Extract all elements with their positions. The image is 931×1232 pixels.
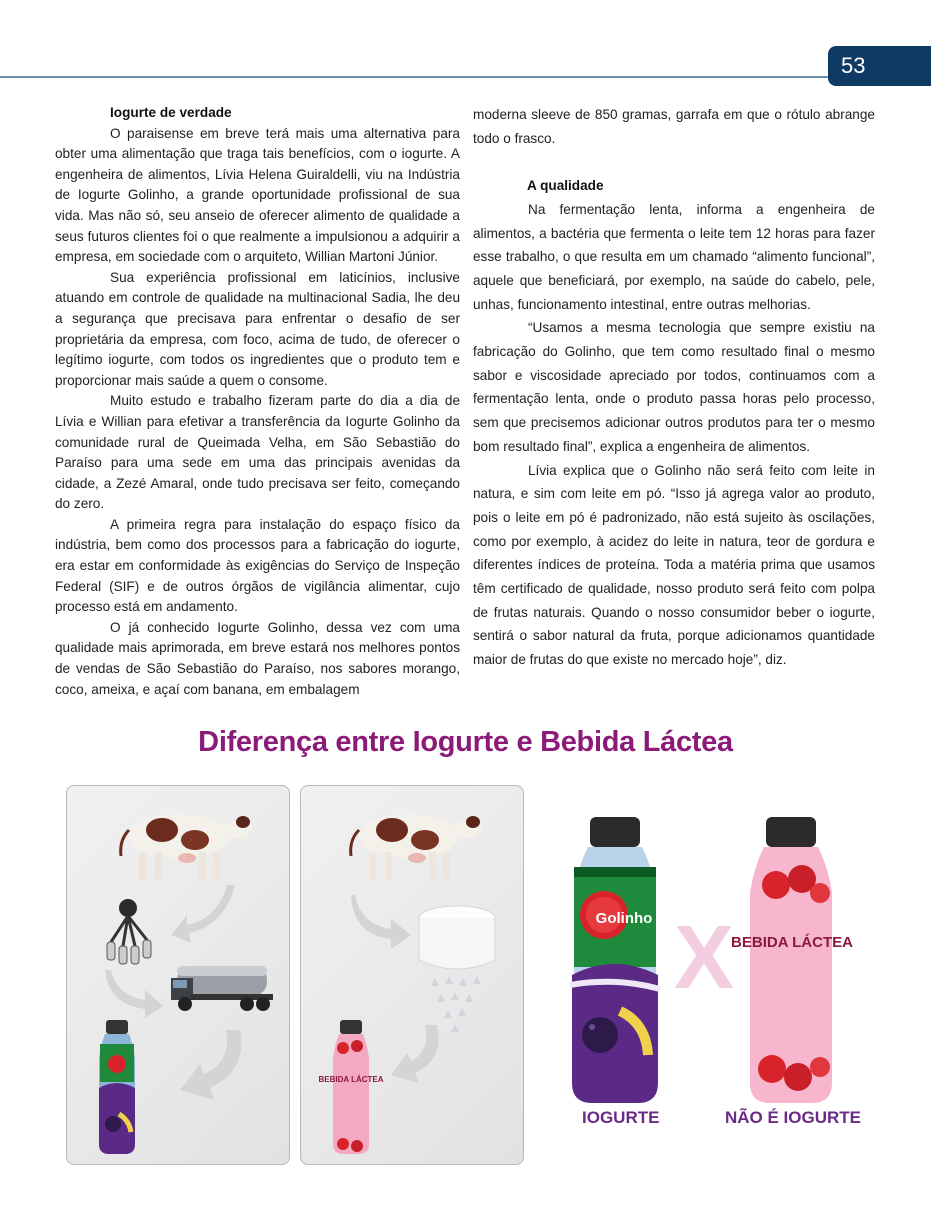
right-paragraph-1: Na fermentação lenta, informa a engenheira de alimentos, a bactéria que fermenta o leite tem 12 horas para fazer esse trabalho, o que resulta em um chamado “alimento funcional”, aquele que beneficiará, por exemplo, na saúde do cabelo, pele, unhas, funcionamento intestinal, entre outras melhorias.	[473, 201, 875, 312]
yogurt-process-panel	[66, 785, 290, 1165]
cow-illustration	[337, 794, 487, 886]
tanker-truck-illustration	[171, 946, 281, 1016]
left-paragraph-4: A primeira regra para instalação do espaço físico da indústria, bem como dos processos para a fabricação do iogurte, era estar em conformidade às exigências do Serviço de Inspeção Federal (SIF) e de outros órgãos de vigilância alimentar, cujo processo está em andamento.	[55, 516, 460, 615]
right-paragraph-3: Lívia explica que o Golinho não será feito com leite in natura, e sim com leite em pó. “Isso já agrega valor ao produto, pois o leite em pó é padronizado, não está sujeito às oscilações, como por exemplo, à acidez do leite in natura, teor de gordura e diferentes índices de proteína. Toda a matéria prima que usamos têm certificado de qualidade, nosso produto será feito com polpa de frutas naturais. Quando o nosso consumidor beber o iogurte, sentirá o sabor natural da fruta, porque adicionamos quantidade maior de frutas do que existe no mercado hoje”, diz.	[473, 462, 875, 668]
curved-arrow-icon	[351, 891, 421, 951]
left-paragraph-1: O paraisense em breve terá mais uma alternativa para obter uma alimentação que traga tais benefícios, com o iogurte. A engenheira de alimentos, Lívia Helena Guiraldelli, viu na Indústria de Iogurte Golinho, a grande oportunidade profissional de sua vida. Mas não só, seu anseio de oferecer alimento de qualidade a seus futuros clientes foi o que realmente a impulsionou a adquirir a empresa, em sociedade com o arquiteto, Willian Martoni Júnior.	[55, 125, 460, 265]
section-heading-iogurte: Iogurte de verdade	[110, 105, 232, 120]
left-paragraph-2: Sua experiência profissional em laticínios, inclusive atuando em controle de qualidade na multinacional Sadia, lhe deu a segurança que precisava para enfrentar o desafio de ser proprietária da empresa, com foco, acima de tudo, de oferecer o legítimo iogurte, com todos os ingredientes que o produto tem e proporcionar mais saúde a quem o consome.	[55, 269, 460, 388]
section-heading-qualidade: A qualidade	[527, 178, 604, 194]
not-yogurt-label: NÃO É IOGURTE	[725, 1108, 862, 1127]
cow-illustration	[107, 794, 257, 886]
golinho-yogurt-bottle	[560, 815, 670, 1105]
right-paragraph-2: “Usamos a mesma tecnologia que sempre existiu na fabricação do Golinho, que tem como resultado final o mesmo sabor e viscosidade apreciado por todos, continuamos com a fermentação lenta, onde o produto passa horas pelo processo, sem que precisemos adicionar outros produtos para ter o mesmo bom resultado final”, explica a engenheira de alimentos.	[473, 320, 875, 454]
bebida-lactea-bottle-small	[318, 1018, 384, 1158]
infographic-title: Diferença entre Iogurte e Bebida Láctea	[198, 726, 733, 758]
milking-machine-icon	[103, 896, 153, 966]
curved-arrow-icon	[172, 1026, 252, 1106]
paragraph-spacer	[473, 150, 875, 174]
page-number: 53	[828, 46, 931, 86]
svg-text:X: X	[673, 908, 735, 1008]
curved-arrow-icon	[107, 966, 167, 1016]
curved-arrow-icon	[389, 1021, 449, 1091]
right-column	[473, 103, 875, 672]
left-column	[55, 103, 460, 700]
golinho-bottle-small	[95, 1018, 139, 1158]
bottle-text-small: BEBIDA LÁCTEA	[318, 1075, 384, 1084]
left-paragraph-5: O já conhecido Iogurte Golinho, dessa vez com uma qualidade mais aprimorada, em breve estará nos melhores pontos de vendas de São Sebastião do Paraíso, nos sabores morango, coco, ameixa, e açaí com banana, em embalagem	[55, 619, 460, 697]
bebida-lactea-process-panel	[300, 785, 524, 1165]
bebida-lactea-bottle-text: BEBIDA LÁCTEA	[731, 934, 853, 951]
header-rule	[0, 76, 840, 78]
bebida-lactea-bottle	[731, 815, 853, 1105]
right-continuation: moderna sleeve de 850 gramas, garrafa em que o rótulo abrange todo o frasco.	[473, 107, 875, 146]
milk-powder-illustration	[415, 904, 499, 1034]
left-paragraph-3: Muito estudo e trabalho fizeram parte do dia a dia de Lívia e Willian para efetivar a transferência da Iogurte Golinho da comunidade rural de Queimada Velha, em São Sebastião do Paraíso para uma sede em uma das principais avenidas da cidade, a Zezé Amaral, onde tudo precisava ser feito, começando do zero.	[55, 393, 460, 512]
versus-x-mark	[672, 908, 736, 1008]
yogurt-label: IOGURTE	[582, 1108, 660, 1127]
curved-arrow-icon	[167, 881, 237, 941]
golinho-brand-label: Golinho	[595, 910, 653, 927]
